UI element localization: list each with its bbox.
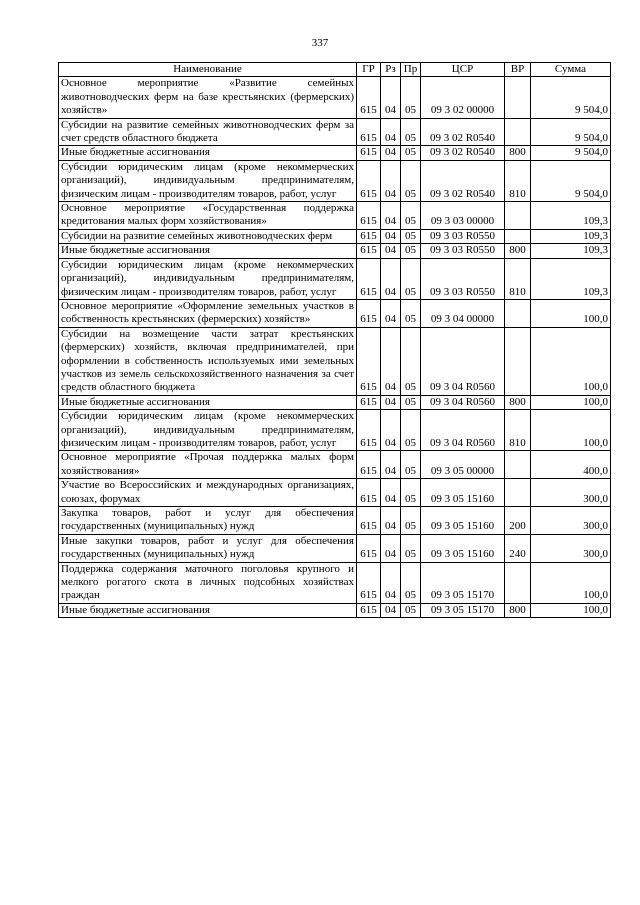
- cell-gr: 615: [357, 299, 381, 327]
- cell-gr: 615: [357, 327, 381, 395]
- cell-sum: 300,0: [531, 507, 611, 535]
- cell-rz: 04: [381, 534, 401, 562]
- cell-name: Основное мероприятие «Оформление земельных участков в собственность крестьянских (фермерских) хозяйств»: [59, 299, 357, 327]
- cell-rz: 04: [381, 258, 401, 299]
- cell-pr: 05: [401, 507, 421, 535]
- cell-gr: 615: [357, 77, 381, 118]
- cell-csr: 09 3 02 00000: [421, 77, 505, 118]
- cell-sum: 100,0: [531, 410, 611, 451]
- cell-pr: 05: [401, 327, 421, 395]
- cell-vr: [505, 327, 531, 395]
- table-row: [59, 451, 611, 479]
- cell-csr: 09 3 04 R0560: [421, 410, 505, 451]
- cell-gr: 615: [357, 118, 381, 146]
- cell-name: Субсидии юридическим лицам (кроме некоммерческих организаций), индивидуальным предпринимателям, физическим лицам - производителям товаров, работ, услуг: [59, 160, 357, 201]
- cell-gr: 615: [357, 534, 381, 562]
- cell-csr: 09 3 03 R0550: [421, 229, 505, 243]
- table-row: [59, 327, 611, 395]
- cell-vr: 200: [505, 507, 531, 535]
- cell-pr: 05: [401, 479, 421, 507]
- cell-vr: 800: [505, 603, 531, 617]
- cell-gr: 615: [357, 229, 381, 243]
- table-row: [59, 410, 611, 451]
- cell-rz: 04: [381, 244, 401, 258]
- table-row: [59, 146, 611, 160]
- cell-vr: 800: [505, 146, 531, 160]
- table-row: [59, 229, 611, 243]
- cell-gr: 615: [357, 507, 381, 535]
- cell-csr: 09 3 03 R0550: [421, 258, 505, 299]
- cell-vr: 810: [505, 410, 531, 451]
- cell-sum: 109,3: [531, 244, 611, 258]
- cell-sum: 400,0: [531, 451, 611, 479]
- table-row: [59, 118, 611, 146]
- table-row: [59, 395, 611, 409]
- cell-csr: 09 3 05 15170: [421, 603, 505, 617]
- cell-gr: 615: [357, 244, 381, 258]
- cell-csr: 09 3 02 R0540: [421, 118, 505, 146]
- cell-sum: 9 504,0: [531, 77, 611, 118]
- cell-name: Иные бюджетные ассигнования: [59, 146, 357, 160]
- header-csr: ЦСР: [421, 63, 505, 77]
- header-gr: ГР: [357, 63, 381, 77]
- cell-name: Основное мероприятие «Прочая поддержка малых форм хозяйствования»: [59, 451, 357, 479]
- cell-vr: [505, 299, 531, 327]
- cell-name: Иные бюджетные ассигнования: [59, 603, 357, 617]
- cell-csr: 09 3 04 00000: [421, 299, 505, 327]
- cell-sum: 109,3: [531, 258, 611, 299]
- cell-rz: 04: [381, 479, 401, 507]
- cell-name: Иные бюджетные ассигнования: [59, 395, 357, 409]
- cell-gr: 615: [357, 146, 381, 160]
- cell-pr: 05: [401, 258, 421, 299]
- header-name: Наименование: [59, 63, 357, 77]
- cell-vr: 800: [505, 395, 531, 409]
- cell-name: Закупка товаров, работ и услуг для обеспечения государственных (муниципальных) нужд: [59, 507, 357, 535]
- cell-sum: 100,0: [531, 603, 611, 617]
- cell-rz: 04: [381, 395, 401, 409]
- cell-sum: 9 504,0: [531, 160, 611, 201]
- table-row: [59, 562, 611, 603]
- cell-sum: 300,0: [531, 534, 611, 562]
- cell-vr: [505, 229, 531, 243]
- cell-gr: 615: [357, 160, 381, 201]
- cell-pr: 05: [401, 451, 421, 479]
- cell-rz: 04: [381, 229, 401, 243]
- cell-rz: 04: [381, 77, 401, 118]
- cell-name: Субсидии юридическим лицам (кроме некоммерческих организаций), индивидуальным предпринимателям, физическим лицам - производителям товаров, работ, услуг: [59, 410, 357, 451]
- cell-gr: 615: [357, 479, 381, 507]
- cell-pr: 05: [401, 118, 421, 146]
- cell-name: Субсидии на развитие семейных животноводческих ферм за счет средств областного бюджета: [59, 118, 357, 146]
- cell-vr: [505, 202, 531, 230]
- cell-csr: 09 3 02 R0540: [421, 160, 505, 201]
- cell-name: Участие во Всероссийских и международных организациях, союзах, форумах: [59, 479, 357, 507]
- table-header: [59, 63, 611, 77]
- cell-csr: 09 3 05 15160: [421, 534, 505, 562]
- cell-rz: 04: [381, 410, 401, 451]
- table-row: [59, 244, 611, 258]
- cell-rz: 04: [381, 118, 401, 146]
- cell-name: Субсидии на развитие семейных животноводческих ферм: [59, 229, 357, 243]
- cell-sum: 100,0: [531, 327, 611, 395]
- table-body: [59, 77, 611, 618]
- header-rz: Рз: [381, 63, 401, 77]
- table-row: [59, 160, 611, 201]
- header-pr: Пр: [401, 63, 421, 77]
- cell-name: Иные закупки товаров, работ и услуг для обеспечения государственных (муниципальных) нужд: [59, 534, 357, 562]
- cell-pr: 05: [401, 395, 421, 409]
- cell-vr: [505, 451, 531, 479]
- cell-gr: 615: [357, 451, 381, 479]
- cell-name: Поддержка содержания маточного поголовья крупного и мелкого рогатого скота в личных подсобных хозяйствах граждан: [59, 562, 357, 603]
- cell-vr: 810: [505, 160, 531, 201]
- cell-sum: 300,0: [531, 479, 611, 507]
- cell-pr: 05: [401, 603, 421, 617]
- cell-sum: 109,3: [531, 202, 611, 230]
- table-row: [59, 258, 611, 299]
- table-row: [59, 507, 611, 535]
- cell-vr: [505, 479, 531, 507]
- cell-rz: 04: [381, 451, 401, 479]
- cell-rz: 04: [381, 603, 401, 617]
- cell-name: Субсидии юридическим лицам (кроме некоммерческих организаций), индивидуальным предпринимателям, физическим лицам - производителям товаров, работ, услуг: [59, 258, 357, 299]
- cell-pr: 05: [401, 244, 421, 258]
- cell-name: Иные бюджетные ассигнования: [59, 244, 357, 258]
- cell-name: Основное мероприятие «Государственная поддержка кредитования малых форм хозяйствования»: [59, 202, 357, 230]
- page-number: 337: [311, 37, 329, 49]
- cell-pr: 05: [401, 410, 421, 451]
- header-vr: ВР: [505, 63, 531, 77]
- cell-rz: 04: [381, 160, 401, 201]
- cell-csr: 09 3 05 15170: [421, 562, 505, 603]
- header-sum: Сумма: [531, 63, 611, 77]
- cell-rz: 04: [381, 562, 401, 603]
- cell-sum: 100,0: [531, 562, 611, 603]
- table-row: [59, 77, 611, 118]
- cell-vr: [505, 562, 531, 603]
- cell-name: Основное мероприятие «Развитие семейных животноводческих ферм на базе крестьянских (фермерских) хозяйств»: [59, 77, 357, 118]
- cell-vr: 240: [505, 534, 531, 562]
- table-row: [59, 202, 611, 230]
- table-row: [59, 479, 611, 507]
- cell-csr: 09 3 05 15160: [421, 507, 505, 535]
- cell-rz: 04: [381, 299, 401, 327]
- cell-gr: 615: [357, 258, 381, 299]
- header-row: [59, 63, 611, 77]
- cell-pr: 05: [401, 562, 421, 603]
- cell-gr: 615: [357, 562, 381, 603]
- cell-csr: 09 3 03 00000: [421, 202, 505, 230]
- cell-vr: [505, 118, 531, 146]
- cell-sum: 9 504,0: [531, 146, 611, 160]
- cell-csr: 09 3 04 R0560: [421, 395, 505, 409]
- cell-pr: 05: [401, 299, 421, 327]
- cell-rz: 04: [381, 507, 401, 535]
- cell-rz: 04: [381, 146, 401, 160]
- cell-name: Субсидии на возмещение части затрат крестьянских (фермерских) хозяйств, включая предпринимателей, при оформлении в собственность используемых ими земельных участков из земель сельскохозяйственного назначения за счет средств областного бюджета: [59, 327, 357, 395]
- cell-pr: 05: [401, 202, 421, 230]
- cell-csr: 09 3 05 15160: [421, 479, 505, 507]
- budget-table: [58, 62, 611, 618]
- cell-gr: 615: [357, 202, 381, 230]
- cell-gr: 615: [357, 603, 381, 617]
- cell-pr: 05: [401, 534, 421, 562]
- cell-vr: 800: [505, 244, 531, 258]
- cell-csr: 09 3 05 00000: [421, 451, 505, 479]
- cell-vr: [505, 77, 531, 118]
- cell-pr: 05: [401, 160, 421, 201]
- cell-sum: 9 504,0: [531, 118, 611, 146]
- cell-sum: 100,0: [531, 299, 611, 327]
- cell-csr: 09 3 02 R0540: [421, 146, 505, 160]
- cell-vr: 810: [505, 258, 531, 299]
- cell-sum: 109,3: [531, 229, 611, 243]
- table-row: [59, 534, 611, 562]
- cell-rz: 04: [381, 327, 401, 395]
- cell-rz: 04: [381, 202, 401, 230]
- cell-csr: 09 3 04 R0560: [421, 327, 505, 395]
- table-row: [59, 603, 611, 617]
- cell-csr: 09 3 03 R0550: [421, 244, 505, 258]
- cell-gr: 615: [357, 395, 381, 409]
- table-row: [59, 299, 611, 327]
- cell-pr: 05: [401, 77, 421, 118]
- cell-gr: 615: [357, 410, 381, 451]
- cell-pr: 05: [401, 146, 421, 160]
- cell-sum: 100,0: [531, 395, 611, 409]
- cell-pr: 05: [401, 229, 421, 243]
